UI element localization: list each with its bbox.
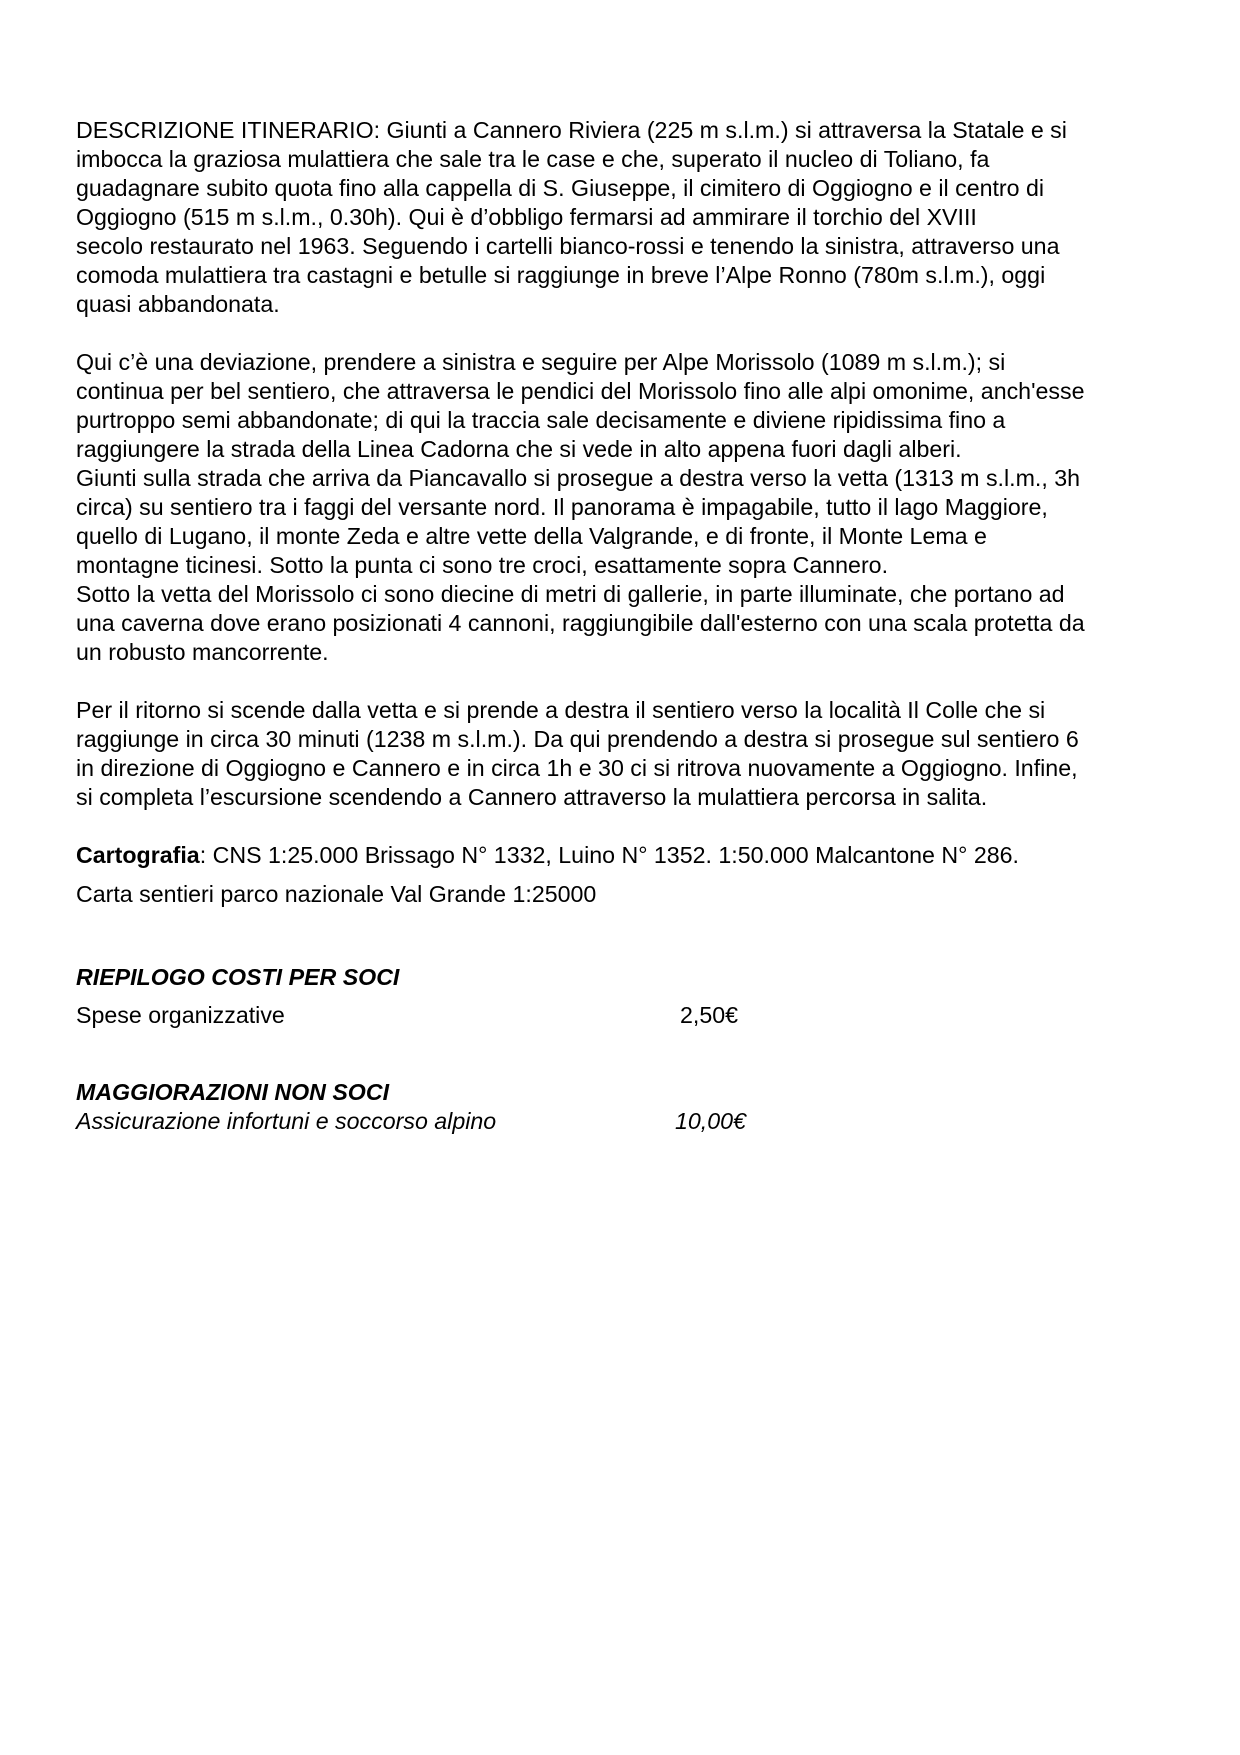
document-body — [76, 116, 1176, 1136]
itinerary-paragraph-2 — [76, 348, 1176, 667]
cartography-line-2: Carta sentieri parco nazionale Val Grande 1:25000 — [76, 881, 597, 907]
paragraph-spacer — [76, 319, 1176, 348]
text-line: Oggiogno (515 m s.l.m., 0.30h). Qui è d’obbligo fermarsi ad ammirare il torchio del XVIII — [76, 204, 977, 230]
text-line: imbocca la graziosa mulattiera che sale tra le case e che, superato il nucleo di Toliano, fa — [76, 146, 990, 172]
text-line: montagne ticinesi. Sotto la punta ci sono tre croci, esattamente sopra Cannero. — [76, 552, 889, 578]
text-line: quello di Lugano, il monte Zeda e altre vette della Valgrande, e di fronte, il Monte Lema e — [76, 523, 987, 549]
text-line: Giunti sulla strada che arriva da Piancavallo si prosegue a destra verso la vetta (1313 m s.l.m., 3h — [76, 465, 1081, 491]
text-line: comoda mulattiera tra castagni e betulle si raggiunge in breve l’Alpe Ronno (780m s.l.m.), oggi — [76, 262, 1046, 288]
surcharge-row — [76, 1107, 1176, 1136]
members-costs-title: RIEPILOGO COSTI PER SOCI — [76, 964, 400, 990]
text-line: circa) su sentiero tra i faggi del versante nord. Il panorama è impagabile, tutto il lago Maggiore, — [76, 494, 1048, 520]
members-costs-section — [76, 963, 1176, 1030]
text-line: raggiungere la strada della Linea Cadorna che si vede in alto appena fuori dagli alberi. — [76, 436, 962, 462]
itinerary-paragraph-3 — [76, 696, 1176, 812]
text-line: si completa l’escursione scendendo a Cannero attraverso la mulattiera percorsa in salita. — [76, 784, 988, 810]
surcharge-label: Assicurazione infortuni e soccorso alpino — [76, 1108, 497, 1134]
text-line: Sotto la vetta del Morissolo ci sono diecine di metri di gallerie, in parte illuminate, che portano ad — [76, 581, 1065, 607]
text-line: guadagnare subito quota fino alla cappella di S. Giuseppe, il cimitero di Oggiogno e il centro di — [76, 175, 1045, 201]
text-line: raggiunge in circa 30 minuti (1238 m s.l.m.). Da qui prendendo a destra si prosegue sul sentiero 6 — [76, 726, 1079, 752]
cost-label: Spese organizzative — [76, 1002, 285, 1028]
cartography-text: : CNS 1:25.000 Brissago N° 1332, Luino N° 1352. 1:50.000 Malcantone N° 286. — [199, 842, 1019, 868]
itinerary-paragraph-1 — [76, 116, 1176, 319]
cartography-label: Cartografia — [76, 842, 200, 868]
text-line: una caverna dove erano posizionati 4 cannoni, raggiungibile dall'esterno con una scala protetta da — [76, 610, 1085, 636]
text-line: Qui c’è una deviazione, prendere a sinistra e seguire per Alpe Morissolo (1089 m s.l.m.); si — [76, 349, 1006, 375]
text-line: secolo restaurato nel 1963. Seguendo i cartelli bianco-rossi e tenendo la sinistra, attraverso una — [76, 233, 1060, 259]
non-members-title: MAGGIORAZIONI NON SOCI — [76, 1079, 390, 1105]
text-line: DESCRIZIONE ITINERARIO: Giunti a Cannero Riviera (225 m s.l.m.) si attraversa la Statale e si — [76, 117, 1067, 143]
section-spacer — [76, 1030, 1176, 1078]
paragraph-spacer — [76, 667, 1176, 696]
cost-row — [76, 1001, 1176, 1030]
non-members-section — [76, 1078, 1176, 1136]
text-line: un robusto mancorrente. — [76, 639, 329, 665]
section-spacer — [76, 909, 1176, 963]
text-line: Per il ritorno si scende dalla vetta e si prende a destra il sentiero verso la località Il Colle che si — [76, 697, 1046, 723]
surcharge-value: 10,00€ — [675, 1108, 746, 1134]
text-line: purtroppo semi abbandonate; di qui la traccia sale decisamente e diviene ripidissima fino a — [76, 407, 1006, 433]
cartography-section — [76, 841, 1176, 909]
cost-value: 2,50€ — [680, 1002, 739, 1028]
cartography-line — [76, 841, 1176, 870]
text-line: continua per bel sentiero, che attraversa le pendici del Morissolo fino alle alpi omonime, anch'esse — [76, 378, 1085, 404]
text-line: quasi abbandonata. — [76, 291, 280, 317]
text-line: in direzione di Oggiogno e Cannero e in circa 1h e 30 ci si ritrova nuovamente a Oggiogno. Infine, — [76, 755, 1078, 781]
